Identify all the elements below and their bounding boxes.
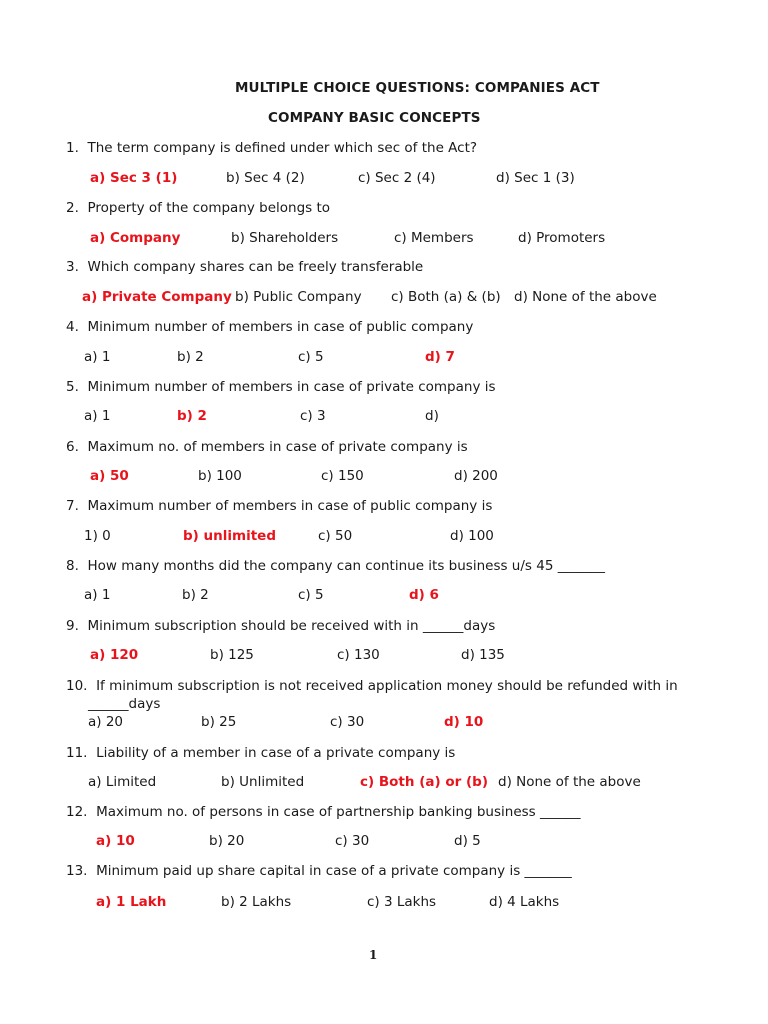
option-a: a) Company — [90, 230, 181, 246]
option-c: c) Members — [394, 230, 474, 246]
option-b: b) 2 — [177, 349, 204, 365]
question-text: Minimum number of members in case of public company — [87, 319, 474, 335]
option-b: b) Unlimited — [221, 774, 305, 790]
question-7 — [66, 498, 492, 514]
option-d: d) 10 — [444, 714, 484, 730]
question-3 — [66, 259, 423, 275]
option-d: d) 6 — [409, 587, 439, 603]
question-text: Minimum number of members in case of private company is — [87, 379, 496, 395]
option-c: c) 3 — [300, 408, 326, 424]
option-a: a) 120 — [90, 647, 139, 663]
question-11 — [66, 745, 455, 761]
option-c: c) 150 — [321, 468, 364, 484]
option-b: b) 2 — [182, 587, 209, 603]
question-5 — [66, 379, 496, 395]
question-text: Minimum subscription should be received with in ______days — [87, 618, 496, 634]
question-number: 11. — [66, 745, 88, 761]
option-b: b) Sec 4 (2) — [226, 170, 305, 186]
option-d: d) 200 — [454, 468, 498, 484]
option-c: c) 130 — [337, 647, 380, 663]
question-text: The term company is defined under which sec of the Act? — [87, 140, 478, 156]
option-b: b) 20 — [209, 833, 245, 849]
option-b: b) 125 — [210, 647, 254, 663]
option-d: d) None of the above — [514, 289, 657, 305]
option-b: b) 2 — [177, 408, 207, 424]
option-c: c) 30 — [335, 833, 370, 849]
question-number: 10. — [66, 678, 88, 694]
option-d: d) 135 — [461, 647, 505, 663]
document-title: MULTIPLE CHOICE QUESTIONS: COMPANIES ACT — [235, 80, 600, 96]
option-d: d) 5 — [454, 833, 481, 849]
question-9 — [66, 618, 495, 634]
option-d: d) 100 — [450, 528, 494, 544]
option-b: b) unlimited — [183, 528, 276, 544]
question-10 — [66, 678, 678, 694]
question-2 — [66, 200, 330, 216]
question-number: 12. — [66, 804, 88, 820]
option-a: a) 1 Lakh — [96, 894, 167, 910]
question-1 — [66, 140, 477, 156]
question-number: 7. — [66, 498, 79, 514]
question-text: How many months did the company can continue its business u/s 45 _______ — [87, 558, 605, 574]
question-text: Property of the company belongs to — [87, 200, 331, 216]
question-text: Liability of a member in case of a private company is — [96, 745, 456, 761]
option-b: b) 100 — [198, 468, 242, 484]
question-number: 2. — [66, 200, 79, 216]
question-text: Which company shares can be freely transferable — [87, 259, 424, 275]
option-a: a) 10 — [96, 833, 135, 849]
document-subtitle: COMPANY BASIC CONCEPTS — [268, 110, 481, 126]
question-10-continuation: ______days — [88, 696, 161, 712]
option-b: b) Public Company — [235, 289, 362, 305]
question-12 — [66, 804, 581, 820]
option-b: b) 25 — [201, 714, 237, 730]
option-c: c) Both (a) & (b) — [391, 289, 501, 305]
question-number: 5. — [66, 379, 79, 395]
option-c: c) Both (a) or (b) — [360, 774, 488, 790]
question-number: 1. — [66, 140, 79, 156]
option-a: a) 1 — [84, 408, 111, 424]
option-a: a) Private Company — [82, 289, 232, 305]
question-number: 3. — [66, 259, 79, 275]
option-a: a) Sec 3 (1) — [90, 170, 178, 186]
question-number: 9. — [66, 618, 79, 634]
option-a: a) 20 — [88, 714, 124, 730]
option-a: a) 50 — [90, 468, 129, 484]
option-a: a) 1 — [84, 349, 111, 365]
option-c: c) 30 — [330, 714, 365, 730]
option-a: a) Limited — [88, 774, 157, 790]
option-d: d) Promoters — [518, 230, 606, 246]
question-8 — [66, 558, 605, 574]
question-text: Maximum no. of persons in case of partnership banking business ______ — [96, 804, 581, 820]
option-c: c) 5 — [298, 587, 324, 603]
question-4 — [66, 319, 473, 335]
option-a: 1) 0 — [84, 528, 111, 544]
question-number: 8. — [66, 558, 79, 574]
option-d: d) Sec 1 (3) — [496, 170, 575, 186]
question-13 — [66, 863, 572, 879]
question-text: If minimum subscription is not received application money should be refunded with in — [96, 678, 678, 694]
question-text: Maximum no. of members in case of private company is — [87, 439, 468, 455]
option-b: b) 2 Lakhs — [221, 894, 292, 910]
option-c: c) 3 Lakhs — [367, 894, 437, 910]
question-text: Maximum number of members in case of public company is — [87, 498, 493, 514]
option-d: d) — [425, 408, 439, 424]
option-c: c) 50 — [318, 528, 353, 544]
question-6 — [66, 439, 468, 455]
option-b: b) Shareholders — [231, 230, 339, 246]
option-c: c) Sec 2 (4) — [358, 170, 436, 186]
page-number: 1 — [369, 948, 378, 962]
option-d: d) None of the above — [498, 774, 641, 790]
option-c: c) 5 — [298, 349, 324, 365]
question-number: 6. — [66, 439, 79, 455]
option-d: d) 4 Lakhs — [489, 894, 560, 910]
option-d: d) 7 — [425, 349, 455, 365]
option-a: a) 1 — [84, 587, 111, 603]
question-number: 13. — [66, 863, 88, 879]
question-text: Minimum paid up share capital in case of a private company is _______ — [96, 863, 572, 879]
question-number: 4. — [66, 319, 79, 335]
